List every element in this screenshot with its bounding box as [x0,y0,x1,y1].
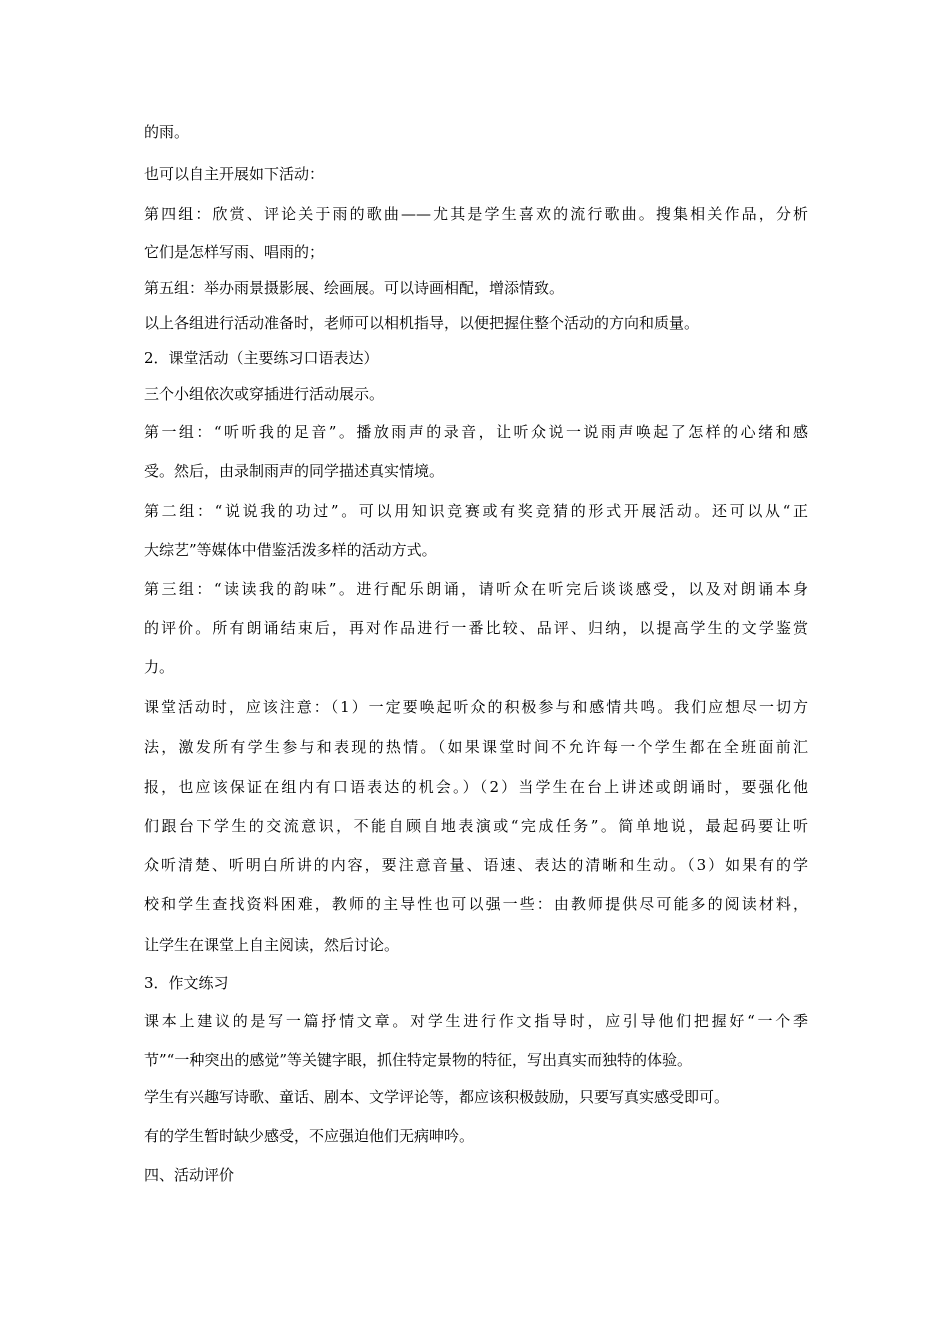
text-line: 们跟台下学生的交流意识，不能自顾自地表演或“完成任务”。简单地说，最起码要让听 [144,817,808,835]
text-line: 众听清楚、听明白所讲的内容，要注意音量、语速、表达的清晰和生动。（3）如果有的学 [144,856,808,874]
text-line: 第四组：欣赏、评论关于雨的歌曲——尤其是学生喜欢的流行歌曲。搜集相关作品，分析 [144,205,808,223]
text-line: 也可以自主开展如下活动： [144,165,325,183]
text-line: 节”“一种突出的感觉”等关键字眼，抓住特定景物的特征，写出真实而独特的体验。 [144,1051,693,1069]
text-line: 法，激发所有学生参与和表现的热情。（如果课堂时间不允许每一个学生都在全班面前汇 [144,738,808,756]
text-line: 受。然后，由录制雨声的同学描述真实情境。 [144,462,445,480]
text-line: 报，也应该保证在组内有口语表达的机会。）（2）当学生在台上讲述或朗诵时，要强化他 [144,778,808,796]
text-line: 第三组：“读读我的韵味”。进行配乐朗诵，请听众在听完后谈谈感受，以及对朗诵本身 [144,580,808,598]
text-line: 以上各组进行活动准备时，老师可以相机指导，以便把握住整个活动的方向和质量。 [144,314,700,332]
text-line: 第五组：举办雨景摄影展、绘画展。可以诗画相配，增添情致。 [144,279,565,297]
text-line: 学生有兴趣写诗歌、童话、剧本、文学评论等，都应该积极鼓励，只要写真实感受即可。 [144,1088,730,1106]
text-line: 校和学生查找资料困难，教师的主导性也可以强一些：由教师提供尽可能多的阅读材料， [144,895,808,913]
text-line: 的雨。 [144,123,190,141]
text-line: 课堂活动时，应该注意：（1）一定要唤起听众的积极参与和感情共鸣。我们应想尽一切方 [144,698,808,716]
section-heading: 2．课堂活动（主要练习口语表达） [144,349,379,367]
text-line: 大综艺”等媒体中借鉴活泼多样的活动方式。 [144,541,437,559]
text-line: 三个小组依次或穿插进行活动展示。 [144,385,385,403]
text-line: 它们是怎样写雨、唱雨的； [144,243,325,261]
text-line: 的评价。所有朗诵结束后，再对作品进行一番比较、品评、归纳，以提高学生的文学鉴赏 [144,619,808,637]
section-heading: 四、活动评价 [144,1166,235,1184]
text-line: 力。 [144,658,175,676]
text-line: 有的学生暂时缺少感受，不应强迫他们无病呻吟。 [144,1127,475,1145]
text-line: 让学生在课堂上自主阅读，然后讨论。 [144,936,400,954]
section-heading: 3．作文练习 [144,974,229,992]
text-line: 课本上建议的是写一篇抒情文章。对学生进行作文指导时，应引导他们把握好“一个季 [144,1012,808,1030]
text-line: 第二组：“说说我的功过”。可以用知识竞赛或有奖竞猜的形式开展活动。还可以从“正 [144,502,808,520]
text-line: 第一组：“听听我的足音”。播放雨声的录音，让听众说一说雨声唤起了怎样的心绪和感 [144,423,808,441]
